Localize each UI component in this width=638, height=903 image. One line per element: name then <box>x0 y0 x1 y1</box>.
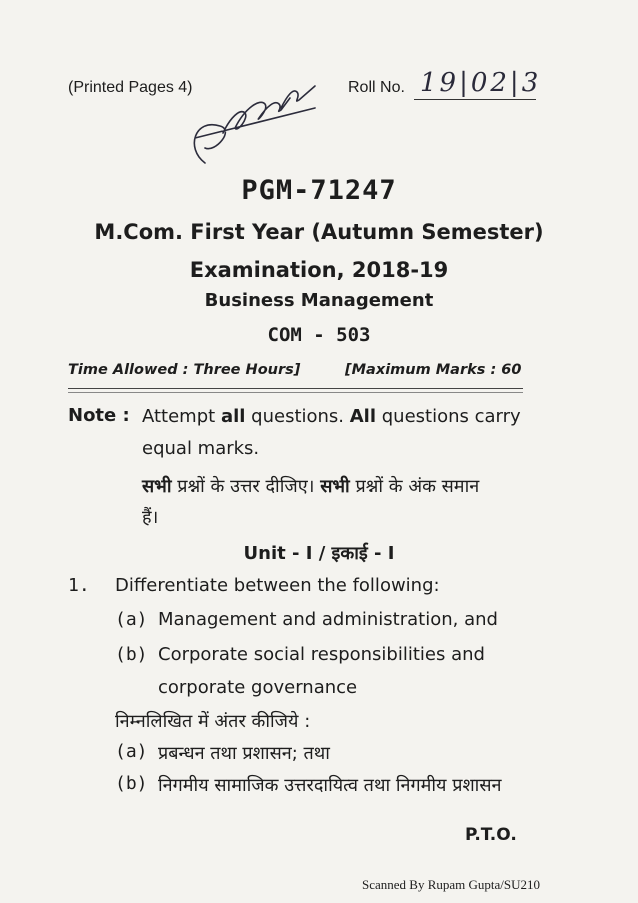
option-a-label: (a) <box>115 609 148 630</box>
option-a-text: Management and administration, and <box>158 609 498 630</box>
option-b-label: (b) <box>115 644 148 665</box>
exam-year: Examination, 2018-19 <box>189 258 449 282</box>
unit-heading: Unit - I / इकाई - I <box>243 543 395 564</box>
hindi-option-a-label: (a) <box>115 741 148 762</box>
hindi-instruction: निम्नलिखित में अंतर कीजिये : <box>115 711 311 732</box>
note-text-line1: Attempt all questions. All questions carry <box>142 406 521 427</box>
course-title: M.Com. First Year (Autumn Semester) <box>94 220 544 244</box>
subject-code: COM - 503 <box>267 324 371 346</box>
note-label: Note : <box>68 405 130 426</box>
note-text-line2: equal marks. <box>142 438 260 459</box>
roll-number-value: 19|02|3 <box>420 68 542 98</box>
hindi-option-a-text: प्रबन्धन तथा प्रशासन; तथा <box>158 743 330 764</box>
note-hindi-line2: हैं। <box>142 507 159 528</box>
question-text: Differentiate between the following: <box>115 575 440 596</box>
divider-line-secondary <box>68 392 523 393</box>
paper-code: PGM-71247 <box>241 175 397 206</box>
roll-number-label: Roll No. <box>348 79 405 96</box>
option-b-text-line1: Corporate social responsibilities and <box>158 644 485 665</box>
time-allowed: Time Allowed : Three Hours] <box>68 362 301 378</box>
hindi-option-b-text: निगमीय सामाजिक उत्तरदायित्व तथा निगमीय प्रशासन <box>158 775 502 796</box>
scan-credit: Scanned By Rupam Gupta/SU210 <box>362 877 541 892</box>
maximum-marks: [Maximum Marks : 60 <box>345 362 522 378</box>
hindi-option-b-label: (b) <box>115 773 148 794</box>
divider-line <box>68 388 523 389</box>
please-turn-over: P.T.O. <box>465 825 517 845</box>
handwritten-signature <box>175 78 325 173</box>
option-b-text-line2: corporate governance <box>158 677 358 698</box>
subject-name: Business Management <box>204 290 434 311</box>
note-hindi-line1: सभी प्रश्नों के उत्तर दीजिए। सभी प्रश्नों के अंक समान <box>142 476 480 497</box>
question-number: 1. <box>68 575 90 596</box>
roll-number-underline <box>414 99 536 100</box>
printed-pages: (Printed Pages 4) <box>68 79 193 96</box>
